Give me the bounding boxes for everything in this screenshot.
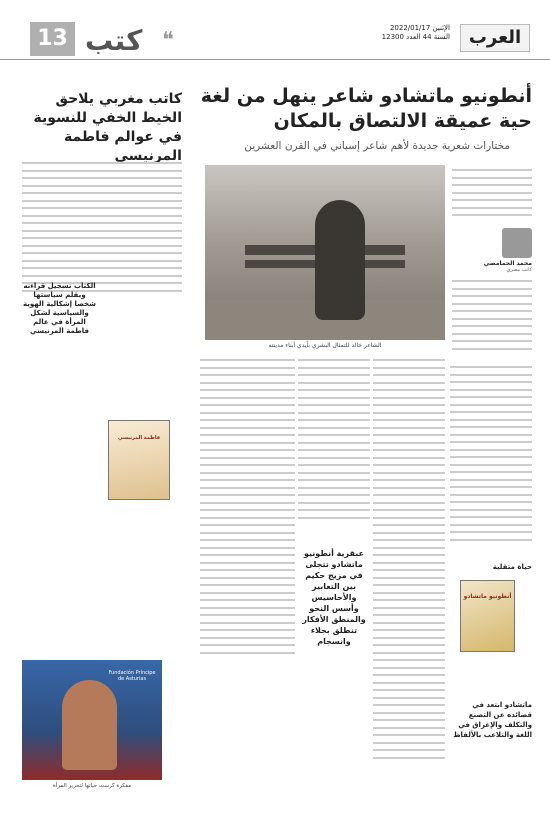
main-headline: أنطونيو ماتشادو شاعر ينهل من لغة حية عميقة الالتصاق بالمكان xyxy=(200,85,532,132)
quote-icon: ❝ xyxy=(162,28,174,53)
main-subheadline: مختارات شعرية جديدة لأهم شاعر إسباني في القرن العشرين xyxy=(244,140,510,152)
main-photo xyxy=(205,165,445,340)
side-photo xyxy=(22,660,162,780)
body-column-1 xyxy=(200,355,295,695)
lead-paragraph xyxy=(452,165,532,225)
author-role: كاتب مصري xyxy=(506,267,532,273)
side-photo-caption: مفكرة كرست حياتها لتحرير المرأة xyxy=(52,783,132,789)
newspaper-logo: العرب xyxy=(460,24,530,52)
section-name: كتب xyxy=(85,24,143,57)
author-box xyxy=(452,228,532,358)
issue-info xyxy=(382,24,450,42)
foundation-banner: Fundación Príncipe de Asturias xyxy=(108,670,156,682)
issue-number: السنة 44 العدد 12300 xyxy=(381,33,450,41)
author-avatar xyxy=(502,228,532,258)
page-number: 13 xyxy=(30,22,75,56)
side-box-quote: الكتاب تسجيل قراءته وبقلم سياستها شخصا إشكالية الهوية والسياسية لشكل المرأة في عالم فاطمة المرنيسي xyxy=(23,282,96,335)
book-cover xyxy=(460,580,515,652)
side-book-cover xyxy=(108,420,170,500)
person-figure xyxy=(62,680,117,770)
main-photo-caption: الشاعر خالد للتمثال البشري بأيدي أبناء مدينته xyxy=(268,342,382,349)
author-intro-text xyxy=(452,276,532,356)
bottom-quote: ماتشادو ابتعد في قصائده عن التصنع والتكلف والإغراق في اللغة والتلاعب بالألفاظ xyxy=(453,701,532,739)
masthead xyxy=(0,0,550,60)
pullquote: عبقرية أنطونيو ماتشادو تتجلى في مزيج حكيم بين التعابير والأحاسيس وأسس النحو والمنطق الأفكار تنطلق بجلاء وانسجام xyxy=(302,549,366,646)
box-title: حياة متقلبة xyxy=(492,563,532,571)
side-book-title: فاطمة المرنيسي xyxy=(117,435,161,441)
body-column-3 xyxy=(373,355,445,815)
book-cover-title: أنطونيو ماتشادو xyxy=(463,593,512,600)
statue-figure xyxy=(315,200,365,320)
body-column-2 xyxy=(298,355,370,545)
issue-date: الإثنين 2022/01/17 xyxy=(389,24,450,32)
author-name: محمد الحمامصي xyxy=(483,260,532,267)
side-headline: كاتب مغربي يلاحق الخيط الخفي للنسوية في عوالم فاطمة المرنيسي xyxy=(33,91,182,164)
side-body xyxy=(22,158,182,568)
